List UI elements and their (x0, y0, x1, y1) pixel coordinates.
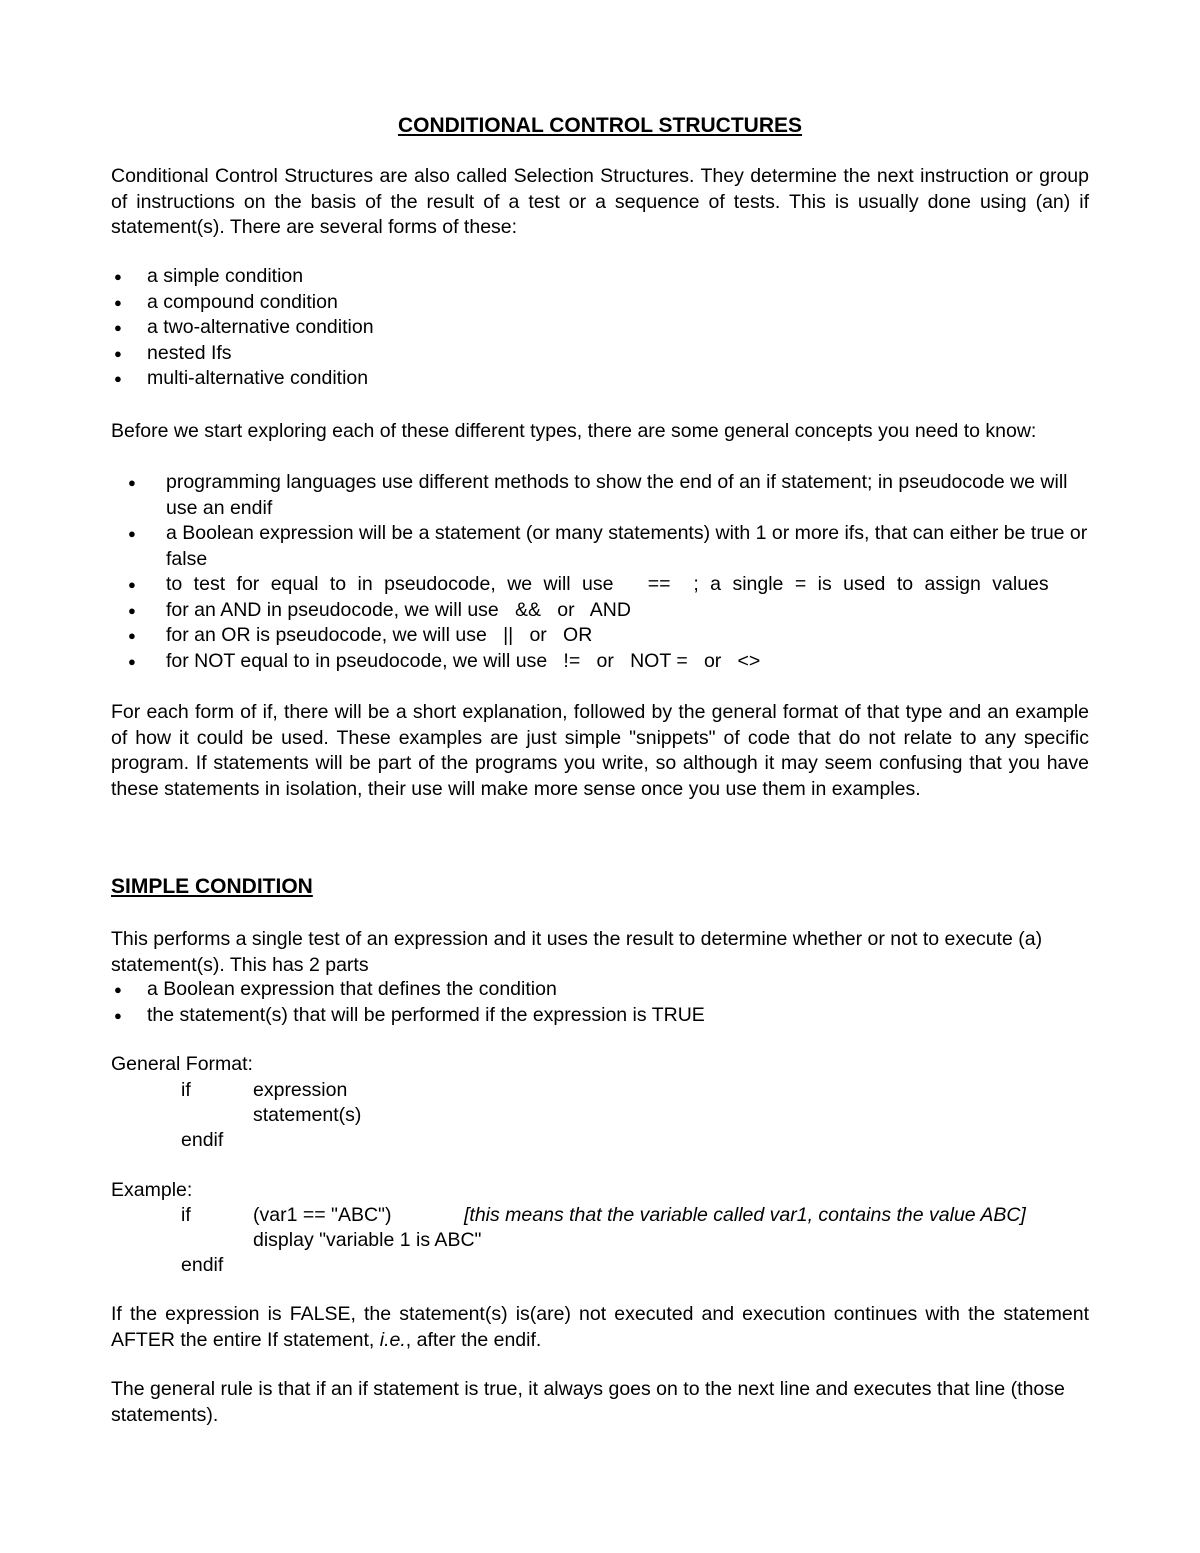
forms-list (111, 264, 1091, 392)
bullet-icon: ● (114, 294, 122, 310)
simple-condition-description: This performs a single test of an expression and it uses the result to determine whether or not to execute (a) statement(s). This has 2 parts (111, 928, 1043, 976)
bullet-icon: ● (114, 345, 122, 361)
concepts-list (111, 470, 1091, 674)
bullet-icon: ● (128, 577, 136, 592)
list-item: ● a two-alternative condition (111, 315, 1091, 341)
format-statements: statement(s) (253, 1104, 362, 1126)
list-item: ● for an OR is pseudocode, we will use || or OR (111, 623, 1091, 649)
bullet-icon: ● (128, 526, 136, 541)
section-heading-simple-condition: SIMPLE CONDITION (111, 875, 313, 898)
forms-explanation: For each form of if, there will be a short explanation, followed by the general format of that type and an example of how it could be used. These examples are just simple "snippets" of code that do not relate to any specific program. If statements will be part of the programs you write, so although it may seem confusing that you have these statements in isolation, their use will make more sense once you use them in examples. (111, 701, 1089, 800)
example-label: Example: (111, 1179, 193, 1201)
list-item: ● the statement(s) that will be performed if the expression is TRUE (111, 1003, 1091, 1029)
concepts-intro: Before we start exploring each of these different types, there are some general concepts you need to know: (111, 420, 1037, 442)
format-if-keyword: if (181, 1079, 191, 1101)
list-item: ● for NOT equal to in pseudocode, we will use != or NOT = or <> (111, 649, 1091, 675)
list-item: ● programming languages use different methods to show the end of an if statement; in pseudocode we will use an endif (128, 471, 1068, 519)
example-if-keyword: if (181, 1204, 191, 1226)
bullet-icon: ● (114, 371, 122, 386)
list-item: ● multi-alternative condition (111, 366, 1091, 392)
bullet-icon: ● (128, 602, 136, 618)
simple-condition-parts (111, 977, 1091, 1028)
example-condition: (var1 == "ABC") (253, 1204, 392, 1226)
list-item: ● a simple condition (111, 264, 1091, 290)
bullet-icon: ● (114, 269, 122, 284)
format-endif-keyword: endif (181, 1129, 224, 1151)
false-note: If the expression is FALSE, the statement(s) is(are) not executed and execution continues with the statement AFTER the entire If statement, i.e., after the endif. (111, 1303, 1089, 1351)
intro-paragraph: Conditional Control Structures are also called Selection Structures. They determine the next instruction or group of instructions on the basis of the result of a test or a sequence of tests. This is usually done using (an) if statement(s). There are several forms of these: (111, 165, 1089, 238)
list-item: ● to test for equal to in pseudocode, we will use == ; a single = is used to assign values (111, 572, 1091, 598)
bullet-icon: ● (128, 628, 136, 643)
list-item: ● a Boolean expression that defines the condition (111, 977, 1091, 1003)
format-expression: expression (253, 1079, 348, 1101)
list-item: ● a compound condition (111, 290, 1091, 316)
general-format-label: General Format: (111, 1053, 253, 1075)
general-rule: The general rule is that if an if statement is true, it always goes on to the next line and executes that line (those statements). (111, 1378, 1065, 1426)
page-title: CONDITIONAL CONTROL STRUCTURES (397, 114, 803, 137)
list-item: ● for an AND in pseudocode, we will use && or AND (111, 598, 1091, 624)
bullet-icon: ● (114, 982, 122, 997)
bullet-icon: ● (128, 653, 136, 669)
bullet-icon: ● (114, 320, 122, 335)
example-display: display "variable 1 is ABC" (253, 1229, 482, 1251)
example-comment: [this means that the variable called var1, contains the value ABC] (464, 1204, 1026, 1226)
bullet-icon: ● (128, 475, 136, 490)
list-item: ● a Boolean expression will be a statement (or many statements) with 1 or more ifs, that can either be true or false (128, 522, 1088, 570)
list-item: ● nested Ifs (111, 341, 1091, 367)
bullet-icon: ● (114, 1007, 122, 1023)
example-endif-keyword: endif (181, 1254, 224, 1276)
